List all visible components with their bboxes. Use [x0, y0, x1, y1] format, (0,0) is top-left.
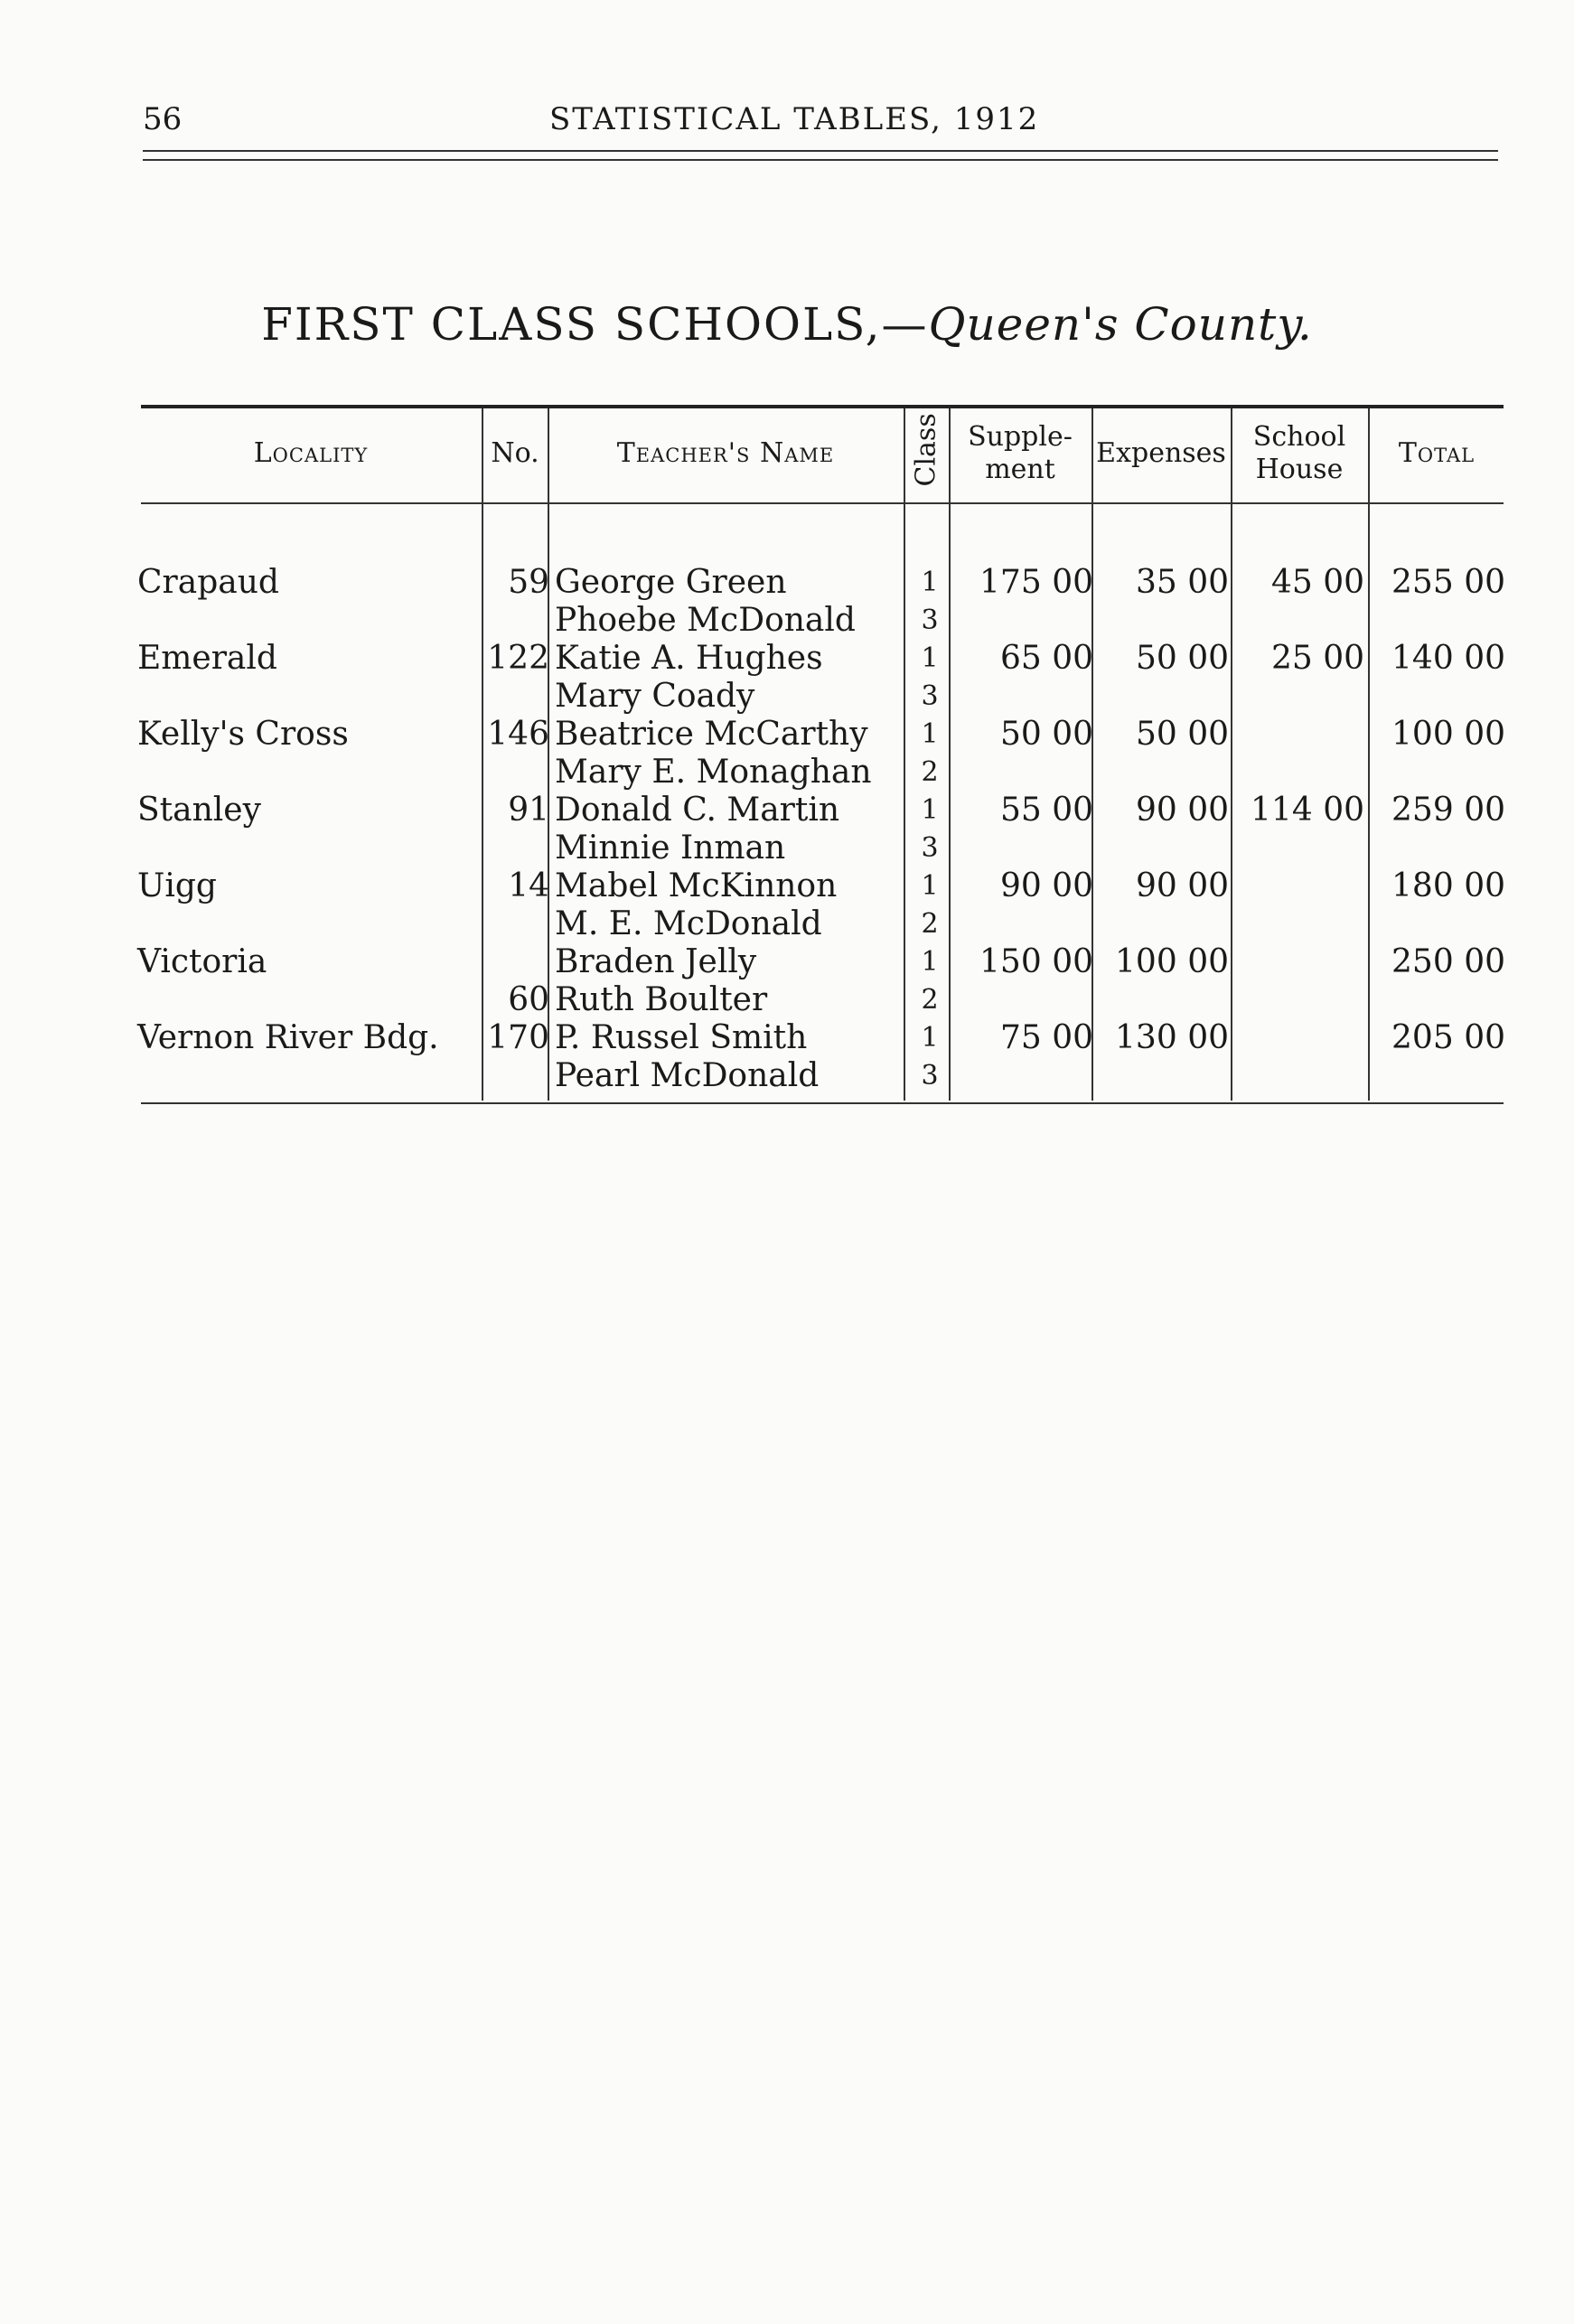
cell-teacher: M. E. McDonald	[555, 905, 822, 942]
cell-class: 1	[921, 870, 939, 902]
col-header-total: Total	[1398, 437, 1476, 469]
cell-supplement: 150 00	[979, 943, 1093, 980]
cell-locality: Emerald	[137, 640, 277, 677]
table-row	[0, 867, 1574, 905]
cell-class: 2	[921, 984, 939, 1016]
cell-locality: Stanley	[137, 792, 261, 829]
cell-no: 170	[487, 1019, 549, 1056]
col-header-supplement	[951, 421, 1090, 486]
cell-no: 91	[508, 792, 549, 829]
cell-class: 1	[921, 946, 939, 978]
table-row	[0, 981, 1574, 1019]
cell-no: 146	[487, 716, 549, 753]
cell-school-house: 25 00	[1270, 640, 1364, 677]
cell-total: 259 00	[1391, 792, 1505, 829]
cell-no: 122	[487, 640, 549, 677]
col-header-school-house	[1232, 421, 1366, 486]
table-row	[0, 678, 1574, 716]
cell-teacher: Katie A. Hughes	[555, 640, 823, 677]
cell-teacher: P. Russel Smith	[555, 1019, 808, 1056]
table-row	[0, 564, 1574, 602]
table-title-main: FIRST CLASS SCHOOLS,—	[261, 298, 929, 351]
cell-expenses: 35 00	[1135, 564, 1229, 601]
col-header-teacher: Teacher's Name	[616, 437, 835, 469]
cell-supplement: 90 00	[999, 867, 1093, 904]
table-row	[0, 1057, 1574, 1095]
cell-class: 3	[921, 832, 939, 864]
cell-teacher: Mary E. Monaghan	[555, 754, 872, 791]
page-header	[143, 101, 1498, 146]
cell-total: 100 00	[1391, 716, 1505, 753]
cell-class: 1	[921, 718, 939, 750]
cell-total: 140 00	[1391, 640, 1505, 677]
cell-supplement: 75 00	[999, 1019, 1093, 1056]
col-header-supplement-line1: Supple-	[968, 421, 1073, 453]
running-title: STATISTICAL TABLES, 1912	[549, 101, 1040, 137]
cell-locality: Uigg	[137, 867, 217, 904]
col-header-locality: Locality	[253, 437, 369, 469]
table-row	[0, 1019, 1574, 1057]
col-header-no: No.	[491, 437, 539, 469]
cell-teacher: Ruth Boulter	[555, 981, 768, 1018]
table-top-rule	[141, 405, 1504, 408]
cell-class: 1	[921, 794, 939, 826]
table-row	[0, 716, 1574, 754]
cell-no: 14	[508, 867, 549, 904]
cell-expenses: 90 00	[1135, 792, 1229, 829]
cell-locality: Crapaud	[137, 564, 279, 601]
table-row	[0, 640, 1574, 678]
cell-teacher: Phoebe McDonald	[555, 602, 856, 639]
cell-locality: Kelly's Cross	[137, 716, 349, 753]
cell-class: 2	[921, 756, 939, 788]
cell-teacher: Minnie Inman	[555, 829, 786, 867]
cell-teacher: Mary Coady	[555, 678, 755, 715]
cell-class: 3	[921, 604, 939, 636]
cell-total: 250 00	[1391, 943, 1505, 980]
cell-class: 1	[921, 567, 939, 598]
page-number: 56	[143, 101, 183, 137]
cell-total: 180 00	[1391, 867, 1505, 904]
cell-class: 2	[921, 908, 939, 940]
cell-teacher: Pearl McDonald	[555, 1057, 820, 1094]
cell-no: 59	[508, 564, 549, 601]
col-header-supplement-line2: ment	[985, 454, 1055, 485]
cell-school-house: 114 00	[1251, 792, 1364, 829]
table-row	[0, 602, 1574, 640]
table-row	[0, 792, 1574, 829]
cell-supplement: 175 00	[979, 564, 1093, 601]
cell-teacher: Braden Jelly	[555, 943, 757, 980]
cell-total: 205 00	[1391, 1019, 1505, 1056]
cell-class: 1	[921, 642, 939, 674]
col-header-school-line2: House	[1255, 454, 1344, 485]
table-row	[0, 829, 1574, 867]
cell-locality: Vernon River Bdg.	[137, 1019, 439, 1056]
header-rule-top	[143, 150, 1498, 152]
col-header-class: Class	[910, 413, 942, 487]
table-bottom-rule	[141, 1102, 1504, 1104]
table-row	[0, 754, 1574, 792]
cell-teacher: Donald C. Martin	[555, 792, 840, 829]
cell-class: 3	[921, 1060, 939, 1092]
col-header-school-line1: School	[1252, 421, 1346, 453]
cell-no: 60	[508, 981, 549, 1018]
cell-expenses: 50 00	[1135, 716, 1229, 753]
header-bottom-rule	[141, 502, 1504, 504]
cell-class: 1	[921, 1022, 939, 1054]
cell-teacher: Beatrice McCarthy	[555, 716, 868, 753]
cell-expenses: 130 00	[1115, 1019, 1229, 1056]
cell-teacher: George Green	[555, 564, 787, 601]
cell-supplement: 65 00	[999, 640, 1093, 677]
cell-expenses: 50 00	[1135, 640, 1229, 677]
cell-expenses: 100 00	[1115, 943, 1229, 980]
table-title-county: Queen's County.	[928, 298, 1313, 351]
header-rule-bottom	[143, 159, 1498, 161]
cell-school-house: 45 00	[1270, 564, 1364, 601]
table-row	[0, 905, 1574, 943]
cell-expenses: 90 00	[1135, 867, 1229, 904]
table-title	[0, 298, 1574, 351]
table-row	[0, 943, 1574, 981]
cell-locality: Victoria	[137, 943, 267, 980]
cell-supplement: 55 00	[999, 792, 1093, 829]
cell-total: 255 00	[1391, 564, 1505, 601]
cell-class: 3	[921, 680, 939, 712]
cell-supplement: 50 00	[999, 716, 1093, 753]
col-header-expenses: Expenses	[1096, 437, 1226, 469]
cell-teacher: Mabel McKinnon	[555, 867, 838, 904]
